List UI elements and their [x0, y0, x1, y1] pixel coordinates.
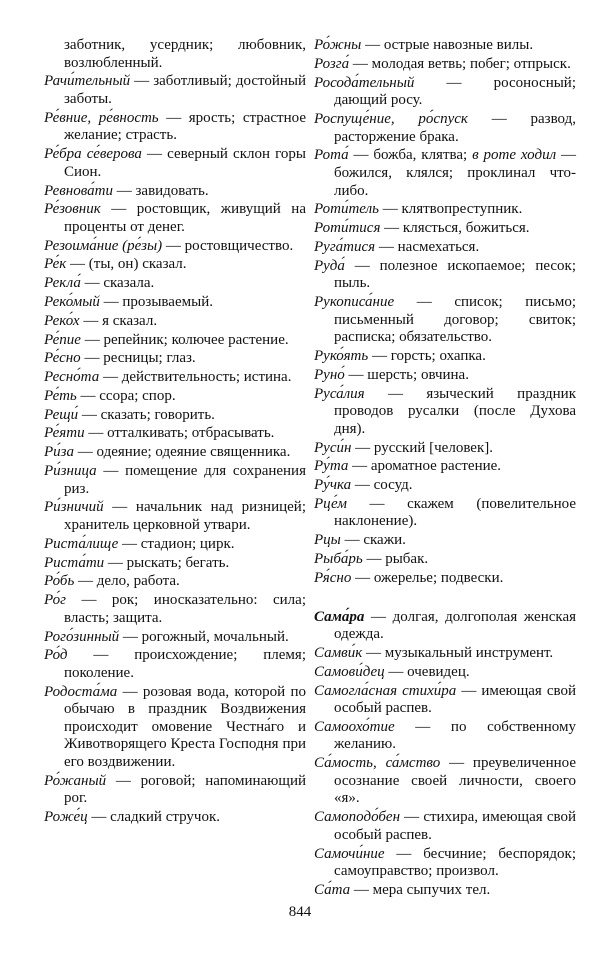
dictionary-entry: [44, 463, 306, 498]
entry-term: Руса́лия: [314, 385, 365, 402]
entry-term: Руно́: [314, 366, 345, 383]
dictionary-entry: [314, 440, 576, 458]
page-number: 844: [288, 904, 312, 920]
entry-definition: — музыкальный инструмент.: [362, 644, 554, 661]
entry-definition: — ростовщичество.: [162, 237, 294, 254]
entry-definition: — действительность; истина.: [99, 369, 292, 386]
dictionary-entry: [314, 551, 576, 569]
entry-term: Ру́та: [314, 458, 349, 475]
entry-definition: — ярость; страстное желание; страсть.: [64, 109, 306, 144]
entry-subterm: в роте ходил: [472, 147, 557, 164]
entry-definition: — ожерелье; подвески.: [351, 569, 504, 586]
dictionary-entry: [44, 256, 306, 274]
entry-definition: — сказать; говорить.: [78, 406, 215, 423]
entry-term: Родоста́ма: [44, 683, 118, 700]
entry-definition: — начальник над ризницей; хранитель церковной утвари.: [64, 499, 306, 533]
entry-term: Ри́зничий: [44, 499, 104, 516]
dictionary-entry: [44, 555, 306, 573]
dictionary-entry: [44, 37, 306, 72]
entry-definition: — преувеличенное осознание своей личности, своего «я».: [334, 755, 576, 807]
dictionary-entry: [44, 388, 306, 406]
dictionary-entry: [314, 386, 576, 439]
entry-definition: — помещение для сохранения риз.: [64, 463, 306, 497]
entry-definition: — развод, расторжение брака.: [334, 110, 576, 145]
entry-definition: — очевидец.: [384, 663, 470, 680]
entry-term: Самогла́сная стихи́ра: [314, 682, 457, 699]
entry-term: Розга́: [314, 55, 350, 72]
dictionary-entry: [44, 773, 306, 808]
entry-term: Самви́к: [314, 644, 363, 661]
right-column: [314, 37, 576, 901]
dictionary-entry: [314, 294, 576, 347]
dictionary-entry: [314, 201, 576, 219]
entry-definition: — ароматное растение.: [348, 458, 502, 475]
entry-definition: — прозываемый.: [99, 294, 213, 310]
entry-definition: — ресницы; глаз.: [80, 350, 196, 367]
dictionary-entry: [314, 367, 576, 385]
entry-term: Рукописа́ние: [314, 294, 395, 310]
dictionary-entry: [314, 477, 576, 495]
entry-definition: — скажи.: [340, 532, 406, 549]
dictionary-entry: [314, 664, 576, 682]
entry-term: Ро́д: [44, 647, 68, 664]
entry-definition: — ростовщик, живущий на проценты от денег.: [64, 201, 306, 235]
entry-term: Ро́жаный: [44, 772, 107, 789]
entry-term: Реко́мый: [44, 294, 100, 310]
entry-term: Роспуще́ние, ро́спуск: [314, 110, 468, 127]
entry-definition: — дело, работа.: [74, 573, 180, 590]
entry-term: Ре́сно: [44, 350, 81, 367]
section-gap: [314, 589, 576, 609]
dictionary-entry: [44, 369, 306, 387]
dictionary-entry: [44, 275, 306, 293]
entry-definition: — насмехаться.: [375, 238, 480, 255]
entry-term: Ре́бра се́верова: [44, 146, 142, 163]
entry-term: Ро́бь: [44, 573, 75, 590]
entry-definition: — скажем (повелительное наклонение).: [334, 495, 576, 530]
entry-definition: — завидовать.: [112, 182, 209, 199]
entry-term: Ре́пие: [44, 331, 81, 348]
entry-term: Ре́яти: [44, 425, 85, 442]
entry-definition: — рок; иносказательно: сила; власть; защита.: [64, 592, 306, 626]
dictionary-entry: [44, 425, 306, 443]
dictionary-entry: [44, 146, 306, 181]
dictionary-entry: [44, 238, 306, 256]
dictionary-entry: [314, 645, 576, 663]
entry-term: Рещи́: [44, 406, 79, 423]
entry-definition: — репейник; колючее растение.: [80, 331, 289, 348]
entry-subdefinition: — божился, клялся; проклинал что-либо.: [334, 147, 576, 199]
dictionary-entry: [314, 75, 576, 110]
dictionary-entry: [314, 755, 576, 808]
entry-definition: — языческий праздник проводов русалки (после Духова дня).: [334, 385, 576, 437]
entry-term: Реко́х: [44, 312, 80, 329]
dictionary-entry: [314, 56, 576, 74]
dictionary-entry: [44, 592, 306, 627]
dictionary-entry: [314, 258, 576, 293]
entry-term: Роже́ц: [44, 809, 88, 826]
dictionary-entry: [44, 536, 306, 554]
entry-term: Ру́чка: [314, 477, 352, 494]
entry-term: Рого́зинный: [44, 628, 120, 645]
entry-term: Риста́лище: [44, 535, 119, 552]
entry-term: Руко́ять: [314, 347, 369, 364]
entry-definition: — северный склон горы Сион.: [64, 146, 306, 180]
entry-definition: — полезное ископаемое; песок; пыль.: [334, 257, 576, 292]
dictionary-entry: [314, 37, 576, 55]
dictionary-entry: [314, 147, 576, 200]
entry-term: Ро́г: [44, 592, 66, 609]
entry-term: Росода́тельный: [314, 74, 415, 91]
entry-definition: — стихира, имеющая свой особый распев.: [334, 809, 576, 843]
entry-definition: — одеяние; одеяние священника.: [74, 444, 291, 461]
dictionary-entry: [44, 294, 306, 312]
entry-term: Ри́за: [44, 444, 75, 461]
entry-term: Рота́: [314, 147, 349, 164]
entry-definition: — роговой; напоминающий рог.: [64, 772, 306, 807]
entry-term: Рцы: [314, 532, 341, 549]
dictionary-entry: [314, 348, 576, 366]
entry-definition: — клятвопреступник.: [378, 201, 523, 218]
dictionary-entry: [44, 201, 306, 236]
entry-term: Самоохо́тие: [314, 718, 395, 735]
entry-definition: — мера сыпучих тел.: [350, 881, 491, 898]
dictionary-entry: [314, 458, 576, 476]
entry-definition: — долгая, долгополая женская одежда.: [334, 608, 576, 643]
entry-definition: — имеющая свой особый распев.: [334, 682, 576, 717]
entry-definition: — клясться, божиться.: [380, 220, 530, 237]
dictionary-entry: [44, 444, 306, 462]
entry-term: Риста́ти: [44, 554, 105, 571]
entry-definition: — по собственному желанию.: [334, 718, 576, 753]
dictionary-entry: [44, 573, 306, 591]
entry-term: Роти́тися: [314, 220, 381, 237]
dictionary-entry: [44, 647, 306, 682]
dictionary-entry: [314, 570, 576, 588]
entry-term: Ре́вние, ре́вность: [44, 109, 159, 126]
entry-term: Рце́м: [314, 495, 347, 512]
entry-term: Руда́: [314, 257, 345, 274]
entry-term: Ре́к: [44, 256, 67, 273]
entry-definition: — горсть; охапка.: [368, 347, 486, 364]
dictionary-entry: [44, 629, 306, 647]
entry-term: Руга́тися: [314, 238, 376, 255]
entry-term: Руси́н: [314, 439, 352, 456]
entry-term: Ре́ть: [44, 387, 77, 404]
entry-term: Са́та: [314, 881, 351, 898]
entry-definition: — молодая ветвь; побег; отпрыск.: [349, 55, 571, 72]
entry-term: Самови́дец: [314, 663, 385, 680]
entry-definition: — бесчиние; беспорядок; самоуправство; произвол.: [334, 845, 576, 880]
dictionary-entry: [44, 407, 306, 425]
entry-definition: — росоносный; дающий росу.: [334, 74, 576, 109]
dictionary-entry: [44, 350, 306, 368]
entry-definition: — отталкивать; отбрасывать.: [84, 425, 275, 442]
dictionary-entry: [44, 313, 306, 331]
dictionary-entry: [44, 684, 306, 772]
entry-definition: — происхождение; племя; поколение.: [64, 647, 306, 681]
entry-definition: — рыскать; бегать.: [104, 554, 230, 571]
entry-term: Резоима́ние (ре́зы): [44, 237, 163, 254]
entry-term: Са́мость, са́мство: [314, 755, 441, 772]
entry-definition: — сладкий стручок.: [87, 809, 220, 826]
dictionary-entry: [44, 110, 306, 145]
entry-term: Рыба́рь: [314, 551, 363, 567]
entry-definition: — я сказал.: [79, 312, 158, 329]
entry-definition: — рогожный, мочальный.: [119, 628, 289, 645]
dictionary-entry: [44, 73, 306, 108]
dictionary-entry: [314, 111, 576, 146]
entry-definition: — сосуд.: [351, 477, 413, 494]
entry-term: Ри́зница: [44, 463, 97, 480]
entry-definition: — сказала.: [80, 275, 155, 292]
dictionary-entry: [314, 719, 576, 754]
entry-definition: — ссора; спор.: [76, 387, 176, 404]
entry-term: Ресно́та: [44, 369, 100, 386]
dictionary-entry: [44, 499, 306, 534]
dictionary-entry: [314, 532, 576, 550]
entry-term: Самоподо́бен: [314, 809, 401, 826]
entry-term: Ре́зовник: [44, 201, 101, 218]
entry-definition: — божба, клятва;: [348, 147, 473, 164]
dictionary-entry: [314, 220, 576, 238]
entry-definition: — (ты, он) сказал.: [66, 256, 187, 273]
entry-definition: — рыбак.: [362, 551, 429, 567]
dictionary-entry: [314, 609, 576, 644]
dictionary-entry: [314, 496, 576, 531]
entry-definition: — список; письмо; письменный договор; свиток; расписка; обязательство.: [334, 294, 576, 346]
entry-term: Рекла́: [44, 275, 81, 292]
entry-definition: — острые навозные вилы.: [361, 37, 534, 53]
dictionary-entry: [314, 809, 576, 844]
left-column: [44, 37, 306, 828]
dictionary-entry: [314, 882, 576, 900]
entry-term: Ря́сно: [314, 569, 352, 586]
dictionary-entry: [314, 239, 576, 257]
entry-term: Сама́ра: [314, 608, 365, 625]
entry-term: Роти́тель: [314, 201, 379, 218]
entry-term: Рачи́тельный: [44, 73, 131, 90]
entry-term: Ро́жны: [314, 37, 362, 53]
dictionary-entry: [44, 809, 306, 827]
dictionary-entry: [314, 683, 576, 718]
entry-term: Ревнова́ти: [44, 182, 113, 199]
entry-definition: — розовая вода, которой по обычаю в праздник Воздвижения происходит омовение Честна́го и Животворящего Креста Господня при его воздвижении.: [64, 683, 306, 771]
dictionary-entry: [314, 846, 576, 881]
entry-definition: заботник, усердник; любовник, возлюбленный.: [64, 37, 306, 71]
entry-definition: — русский [человек].: [351, 439, 493, 456]
dictionary-entry: [44, 332, 306, 350]
entry-definition: — стадион; цирк.: [118, 535, 235, 552]
entry-term: Самочи́ние: [314, 845, 385, 862]
entry-definition: — шерсть; овчина.: [344, 366, 469, 383]
entry-definition: — заботливый; достойный заботы.: [64, 73, 306, 107]
dictionary-entry: [44, 183, 306, 201]
